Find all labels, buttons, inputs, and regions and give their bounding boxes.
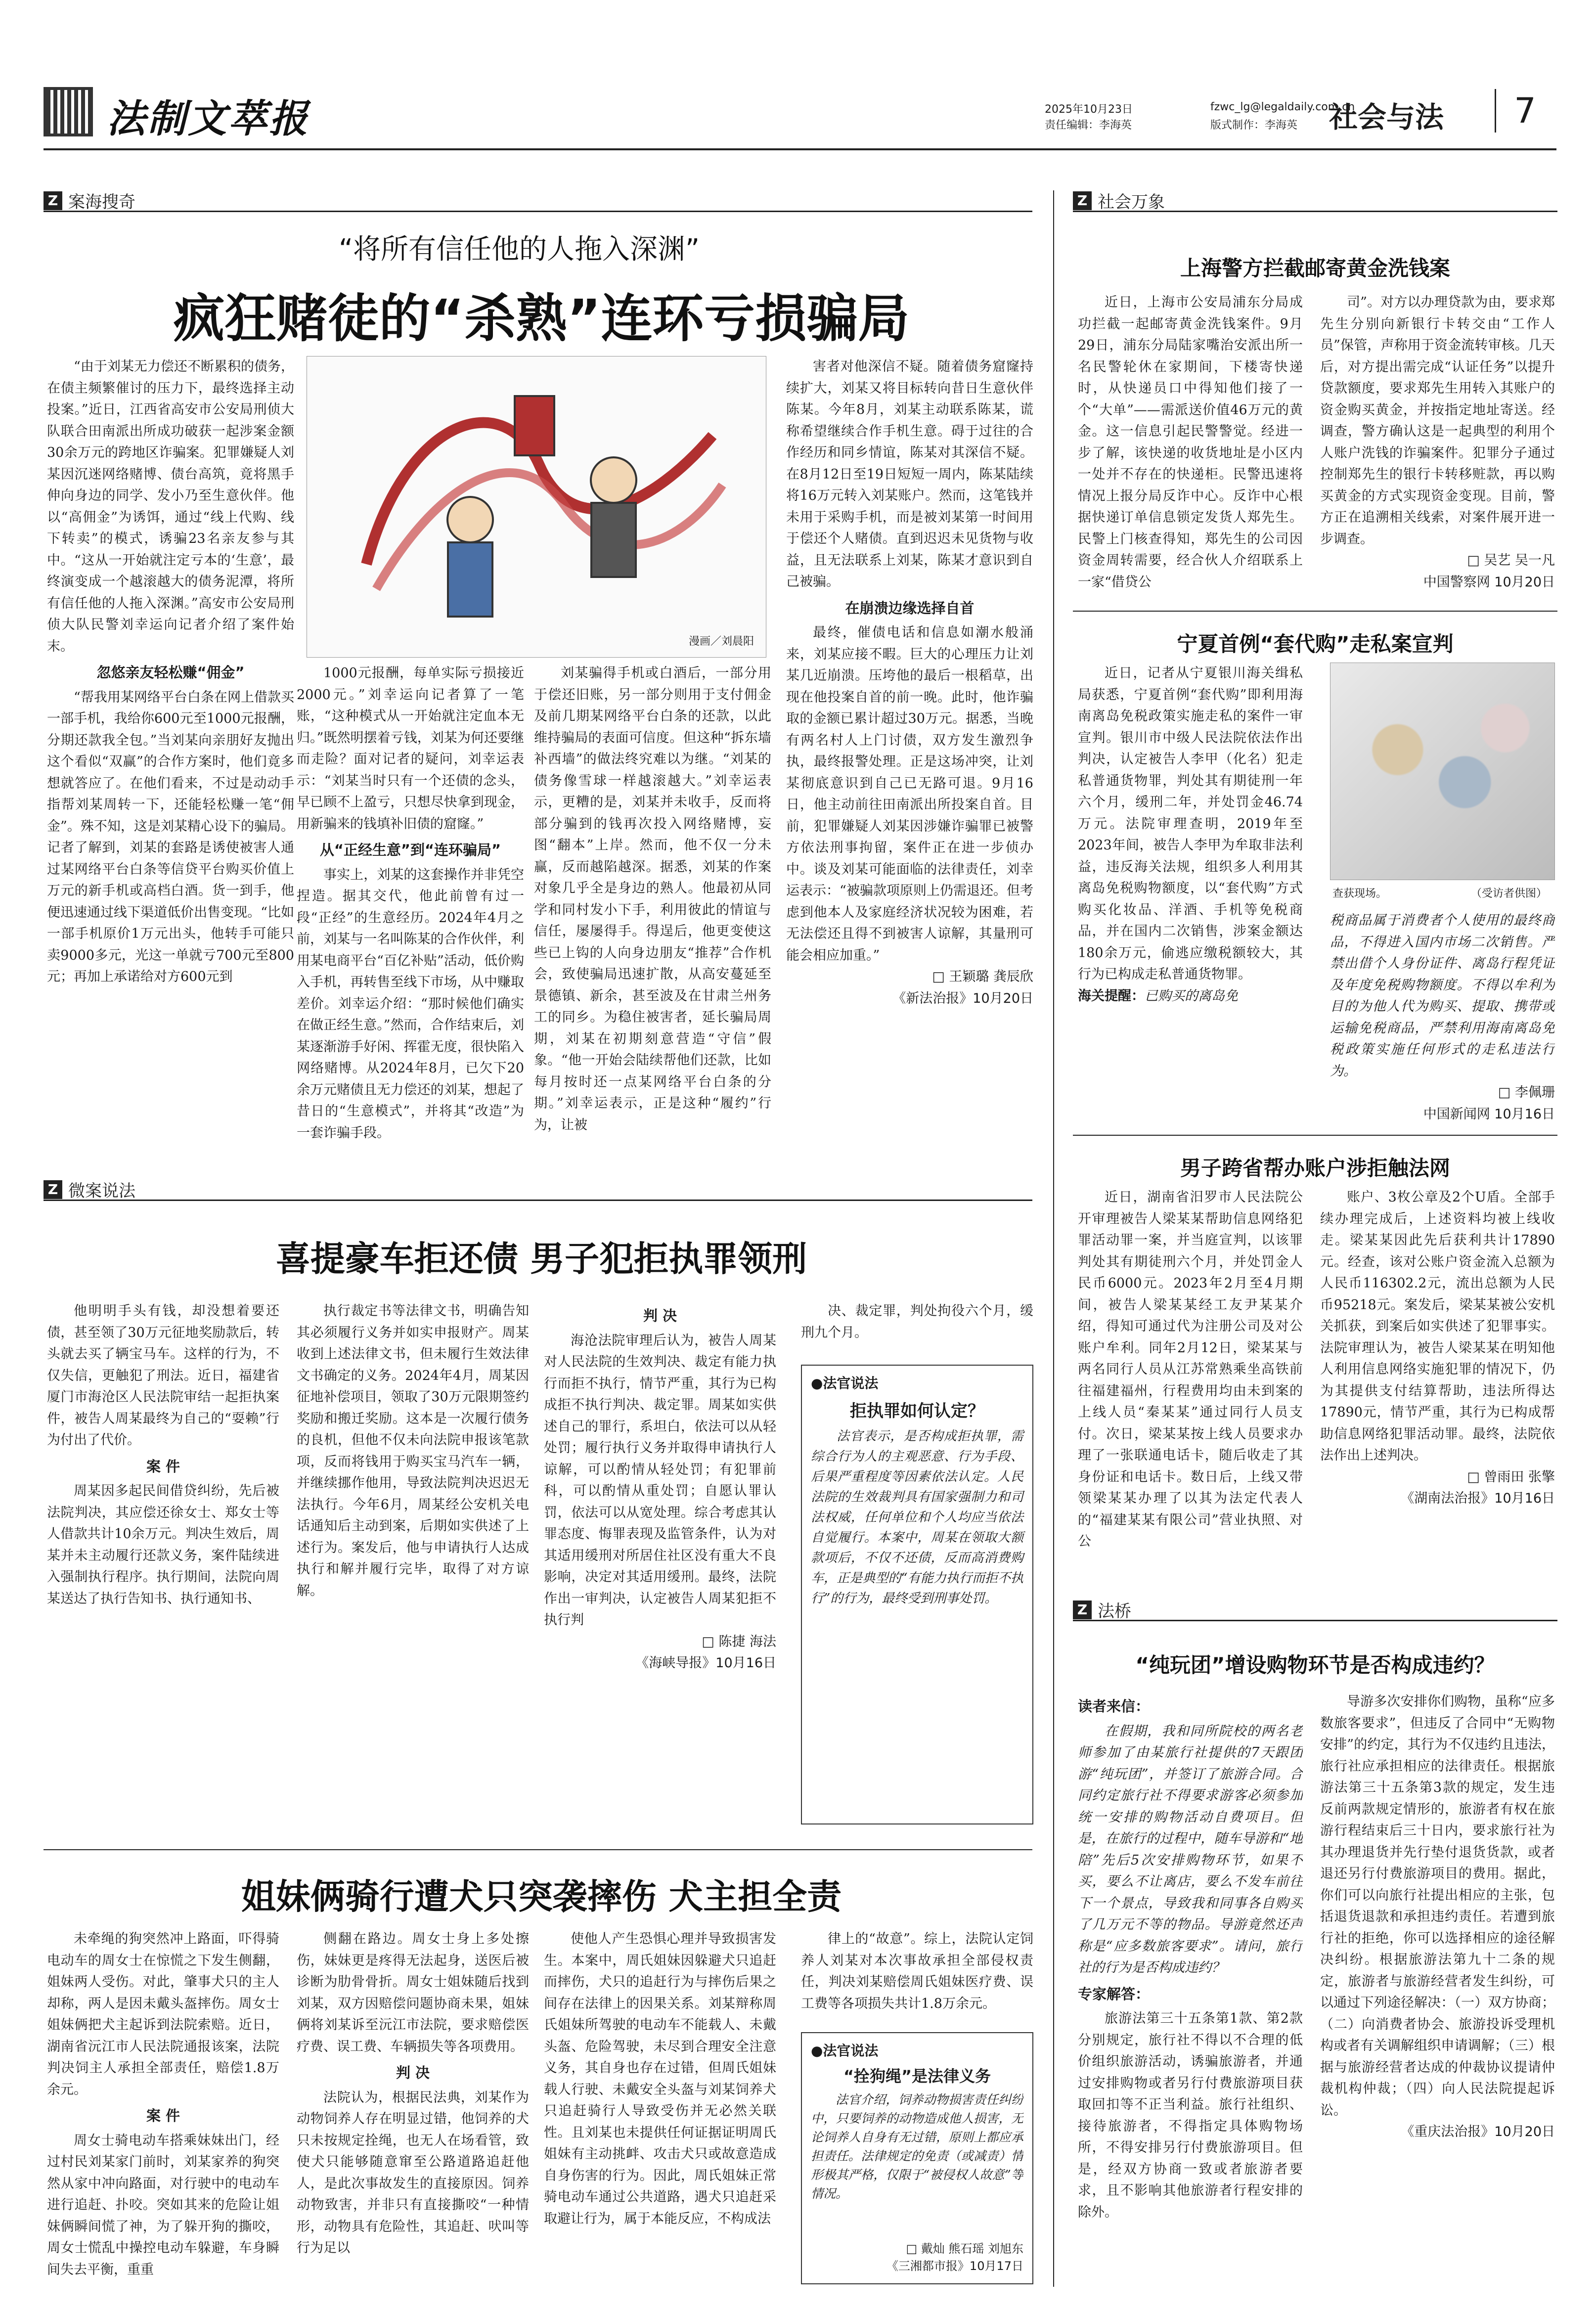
notice-text: 已购买的离岛免 bbox=[1145, 988, 1238, 1004]
article-column-1 bbox=[1078, 1691, 1303, 2289]
paragraph: 1000元报酬，每单实际亏损接近2000元。”刘幸运向记者算了一笔账，“这种模式从一开始就注定血本无归。”既然明摆着亏钱，刘某为何还要继而走险？面对记者的疑问，刘幸运表示：“刘某当时只有一个还债的念头，早已顾不上盈亏，只想尽快拿到现金，用新骗来的钱填补旧债的窟窿。” bbox=[297, 666, 524, 832]
issue-date: 2025年10月23日 bbox=[1045, 103, 1133, 116]
paragraph: 使他人产生恐惧心理并导致损害发生。本案中，周氏姐妹因躲避犬只追赶而摔伤，犬只的追赶行为与摔伤后果之间存在法律上的因果关系。刘某辩称周氏姐妹所驾驶的电动车不能载人、未戴头盔、危险驾驶，未尽到合理安全注意义务，其自身也存在过错，但周氏姐妹载人行驶、未戴安全头盔与刘某饲养犬只追赶骑行人导致受伤并无必然关联性。且刘某也未提供任何证据证明周氏姐妹有主动挑衅、攻击犬只或故意造成自身伤害的行为。因此，周氏姐妹正常骑电动车通过公共道路，遇犬只追赶采取避让行为，属于本能反应，不构成法 bbox=[544, 1931, 776, 2226]
seized-goods-photo bbox=[1330, 663, 1555, 880]
article-column-2 bbox=[1320, 1187, 1555, 1582]
box-body: 法官表示，是否构成拒执罪，需综合行为人的主观恶意、行为手段、后果严重程度等因素依法认定。人民法院的生效裁判具有国家强制力和司法权威，任何单位和个人均应当依法自觉履行。本案中，周某在领取大额款项后，不仅不还债，反而高消费购车，正是典型的“有能力执行而拒不执行”的行为，最终受到刑事处罚。 bbox=[811, 1429, 1023, 1606]
section-name: 社会与法 bbox=[1329, 100, 1444, 134]
paragraph: 决、裁定罪，判处拘役六个月，缓刑九个月。 bbox=[801, 1303, 1033, 1340]
paragraph: 他明明手头有钱，却没想着要还债，甚至领了30万元征地奖励款后，转头就去买了辆宝马车。这样的行为，不仅失信，更触犯了刑法。近日，福建省厦门市海沧区人民法院审结一起拒执案件，被告人周某最终为自己的“耍赖”行为付出了代价。 bbox=[47, 1303, 279, 1448]
article-column-2 bbox=[297, 663, 524, 1172]
box-title: “拴狗绳”是法律义务 bbox=[843, 2067, 991, 2086]
byline: □ 李佩珊 bbox=[1498, 1085, 1555, 1100]
photo-caption-left: 查获现场。 bbox=[1332, 888, 1387, 900]
section-logo-icon: Z bbox=[44, 1180, 62, 1199]
article-title: 宁夏首例“套代购”走私案宣判 bbox=[1177, 632, 1454, 656]
article-title: 疯狂赌徒的“杀熟”连环亏损骗局 bbox=[173, 288, 910, 349]
byline: □ 王颖璐 龚辰欣 bbox=[932, 969, 1033, 984]
article-column-1 bbox=[47, 1928, 279, 2284]
illustration-cartoon bbox=[307, 356, 766, 658]
byline: □ 曾雨田 张擎 bbox=[1467, 1469, 1555, 1485]
divider bbox=[1073, 611, 1557, 612]
article-column-1 bbox=[47, 356, 294, 1177]
reader-letter: 在假期，我和同所院校的两名老师参加了由某旅行社提供的7天跟团游“纯玩团”，并签订了旅游合同。合同约定旅行社不得要求游客必须参加统一安排的购物活动自费项目。但是，在旅行的过程中，随车导游和“地陪”先后5次安排购物环节，如果不买，要么不让离店，要么不发车前往下一个景点，导致我和同事各自购买了几万元不等的物品。导游竟然还声称是“应多数旅客要求”。请问，旅行社的行为是否构成违约？ bbox=[1078, 1723, 1303, 1975]
article-column-1 bbox=[1078, 292, 1303, 598]
divider bbox=[44, 1849, 1032, 1850]
article-column-3 bbox=[534, 663, 771, 1172]
source-line: 中国新闻网 10月16日 bbox=[1423, 1106, 1555, 1122]
subheading: 从“正经生意”到“连环骗局” bbox=[319, 842, 501, 858]
responsible-editor: 责任编辑：李海英 bbox=[1045, 119, 1132, 132]
article-column-2 bbox=[1320, 292, 1555, 598]
section-title: 法桥 bbox=[1098, 1601, 1131, 1621]
paragraph: 导游多次安排你们购物，虽称“应多数旅客要求”，但违反了合同中“无购物安排”的约定，其行为不仅违约且违法，旅行社应承担相应的法律责任。根据旅游法第三十五条第3款的规定，发生违反前两款规定情形的，旅游者有权在旅游行程结束后三十日内，要求旅行社为其办理退货并先行垫付退货货款，或者退还另行付费旅游项目的费用。据此，你们可以向旅行社提出相应的主张，包括退货退款和承担违约责任。若遭到旅行社的拒绝，你可以选择相应的途径解决纠纷。根据旅游法第九十二条的规定，旅游者与旅游经营者发生纠纷，可以通过下列途径解决：（一）双方协商；（二）向消费者协会、旅游投诉受理机构或者有关调解组织申请调解；（三）根据与旅游经营者达成的仲裁协议提请仲裁机构仲裁；（四）向人民法院提起诉讼。 bbox=[1320, 1694, 1555, 2118]
article-column-2 bbox=[297, 1928, 529, 2284]
paragraph: 司”。对方以办理贷款为由，要求郑先生分别向新银行卡转交由“工作人员”保管，声称用于资金流转审核。几天后，对方提出需完成“认证任务”以提升贷款额度，要求郑先生用转入其账户的资金购买黄金，并按指定地址寄送。经调查，警方确认这是一起典型的利用个人账户洗钱的诈骗案件。犯罪分子通过控制郑先生的银行卡转移赃款，再以购买黄金的方式实现资金变现。目前，警方正在追溯相关线索，对案件展开进一步调查。 bbox=[1320, 295, 1555, 547]
box-title: 拒执罪如何认定？ bbox=[850, 1401, 984, 1421]
article-kicker: “将所有信任他的人拖入深渊” bbox=[338, 233, 700, 266]
article-column-2 bbox=[1320, 1691, 1555, 2289]
article-column-2 bbox=[297, 1300, 529, 1824]
newspaper-logo: 法制文萃报 bbox=[107, 96, 310, 141]
paragraph: 最终，催债电话和信息如潮水般涌来，刘某应接不暇。巨大的心理压力让刘某几近崩溃。压垮他的最后一根稻草，出现在他投案自首的前一晚。此时，他诈骗取的金额已累计超过30万元。据悉，当晚有两名村人上门讨债，双方发生激烈争执，最终报警处理。正是这场冲突，让刘某彻底意识到自己已无路可退。9月16日，他主动前往田南派出所投案自首。目前，犯罪嫌疑人刘某因涉嫌诈骗罪已被警方依法刑事拘留，案件正在进一步侦办中。谈及刘某可能面临的法律责任，刘幸运表示：“被骗款项原则上仍需退还。但考虑到他本人及家庭经济状况较为困难，若无法偿还且得不到被害人谅解，其量刑可能会相应加重。” bbox=[786, 625, 1033, 963]
masthead-rule bbox=[44, 148, 1556, 150]
editor-email: fzwc_lg@legaldaily.com.cn bbox=[1210, 101, 1355, 113]
source-line: 《重庆法治报》10月20日 bbox=[1401, 2124, 1555, 2139]
source-line: 《三湘都市报》10月17日 bbox=[886, 2259, 1023, 2273]
paragraph: “由于刘某无力偿还不断累积的债务，在债主频繁催讨的压力下，最终选择主动投案。”近日，江西省高安市公安局刑侦大队联合田南派出所成功破获一起涉案金额30余万元的跨地区诈骗案。犯罪嫌疑人刘某因沉迷网络赌博、债台高筑，竟将黑手伸向身边的同学、发小乃至生意伙伴。他以“高佣金”为诱饵，通过“线上代购、线下转卖”的模式，诱骗23名亲友参与其中。“这从一开始就注定亏本的‘生意’，最终演变成一个越滚越大的债务泥潭，将所有信任他的人拖入深渊。”高安市公安局刑侦大队民警刘幸运向记者介绍了案件始末。 bbox=[47, 359, 294, 654]
notice-label: 海关提醒： bbox=[1078, 988, 1145, 1004]
judge-comment-box bbox=[801, 2032, 1033, 2284]
byline: □ 戴灿 熊石瑶 刘旭东 bbox=[906, 2242, 1023, 2256]
subheading: 判 决 bbox=[396, 2064, 430, 2081]
article-column-4 bbox=[786, 356, 1033, 1177]
photo-caption-right: （受访者供图） bbox=[1471, 888, 1548, 900]
paragraph: “帮我用某网络平台白条在网上借款买一部手机，我给你600元至1000元报酬，分期还款我全包。”当刘某向亲朋好友抛出这个看似“双赢”的合作方案时，他们竟多想就答应了。在他们看来，不过是动动手指帮刘某周转一下，还能轻松赚一笔“佣金”。殊不知，这是刘某精心设下的骗局。记者了解到，刘某的套路是诱使被害人通过某网络平台白条等信贷平台购买价值上万元的新手机或高档白酒。货一到手，他便迅速通过线下渠道低价出售变现。“比如一部手机原价1万元出头，他转手可能只卖9000多元，光这一单就亏700元至800元；再加上承诺给对方600元到 bbox=[47, 689, 294, 984]
article-title: 男子跨省帮办账户涉拒触法网 bbox=[1180, 1156, 1450, 1180]
subheading: 案 件 bbox=[146, 2107, 180, 2124]
paragraph: 侧翻在路边。周女士身上多处擦伤，妹妹更是疼得无法起身，送医后被诊断为肋骨骨折。周女士姐妹随后找到刘某，双方因赔偿问题协商未果，姐妹俩将刘某诉至沅江市法院，要求赔偿医疗费、误工费、车辆损失等各项费用。 bbox=[297, 1931, 529, 2054]
section-header-anhai bbox=[44, 190, 1032, 212]
section-header-shehui bbox=[1073, 190, 1557, 212]
box-tag: ●法官说法 bbox=[811, 2043, 879, 2059]
byline: □ 陈捷 海法 bbox=[702, 1634, 776, 1649]
subheading: 忽悠亲友轻松赚“佣金” bbox=[96, 664, 245, 681]
source-line: 中国警察网 10月20日 bbox=[1423, 574, 1555, 590]
paragraph: 刘某骗得手机或白酒后，一部分用于偿还旧账，另一部分则用于支付佣金及前几期某网络平台白条的还款，以此维持骗局的表面可信度。但这种“拆东墙补西墙”的做法终究难以为继。“刘某的债务像雪球一样越滚越大。”刘幸运表示，更糟的是，刘某并未收手，反而将部分骗到的钱再次投入网络赌博，妄图“翻本”上岸。然而，他不仅一分未赢，反而越陷越深。据悉，刘某的作案对象几乎全是身边的熟人。他最初从同学和同村发小下手，利用彼此的情谊与信任，屡屡得手。得逞后，他更变使这些已上钩的人向身边朋友“推荐”合作机会，致使骗局迅速扩散，从高安蔓延至景德镇、新余，甚至波及在甘肃兰州务工的同乡。为稳住被害者，延长骗局周期，刘某在初期刻意营造“守信”假象。“他一开始会陆续帮他们还款，比如每月按时还一点某网络平台白条的分期。”刘幸运表示，正是这种“履约”行为，让被 bbox=[534, 666, 771, 1133]
masthead bbox=[44, 83, 1556, 142]
paragraph: 执行裁定书等法律文书，明确告知其必须履行义务并如实申报财产。周某收到上述法律文书，但未履行生效法律文书确定的义务。2024年4月，周某因征地补偿项目，领取了30万元限期签约奖励和搬迁奖励。这本是一次履行债务的良机，但他不仅未向法院申报该笔款项，反而将钱用于购买宝马汽车一辆，并继续挪作他用，导致法院判决迟迟无法执行。今年6月，周某经公安机关电话通知后主动到案，后期如实供述了上述行为。案发后，他与申请执行人达成执行和解并履行完毕，取得了对方谅解。 bbox=[297, 1303, 529, 1599]
article-column-3 bbox=[544, 1300, 776, 1824]
section-title: 案海搜奇 bbox=[68, 192, 135, 212]
section-header-weian bbox=[44, 1179, 1032, 1201]
box-body: 法官介绍，饲养动物损害责任纠纷中，只要饲养的动物造成他人损害，无论饲养人自身有无过错，原则上都应承担责任。法律规定的免责（或减责）情形极其严格，仅限于“被侵权人故意”等情况。 bbox=[811, 2092, 1023, 2201]
byline: □ 吴艺 吴一凡 bbox=[1467, 553, 1555, 568]
article-column-3 bbox=[544, 1928, 776, 2284]
source-line: 《新法治报》10月20日 bbox=[892, 990, 1033, 1006]
paragraph: 账户、3枚公章及2个U盾。全部手续办理完成后，上述资料均被上线收走。梁某某因此先后获利共计17890元。经查，该对公账户资金流入总额为人民币116302.2元，流出总额为人民币95218元。案发后，梁某某被公安机关抓获，到案后如实供述了犯罪事实。法院审理认为，被告人梁某某在明知他人利用信息网络实施犯罪的情况下，仍为其提供支付结算帮助，违法所得达17890元，情节严重，其行为已构成帮助信息网络犯罪活动罪。最终，法院依法作出上述判决。 bbox=[1320, 1190, 1555, 1463]
layout-credit: 版式制作：李海英 bbox=[1210, 119, 1298, 132]
paragraph: 周女士骑电动车搭乘妹妹出门，经过村民刘某家门前时，刘某家养的狗突然从家中冲向路面，对行驶中的电动车进行追赶、扑咬。突如其来的危险让姐妹俩瞬间慌了神，为了躲开狗的撕咬，周女士慌乱中操控电动车躲避，车身瞬间失去平衡，重重 bbox=[47, 2133, 279, 2277]
article-column-4 bbox=[801, 1300, 1033, 1360]
paragraph: 近日，湖南省汨罗市人民法院公开审理被告人梁某某帮助信息网络犯罪活动罪一案，并当庭宣判，以该罪判处其有期徒刑六个月，并处罚金人民币6000元。2023年2月至4月期间，被告人梁某某经工友尹某某介绍，得知可通过代为注册公司及对公账户牟利。同年2月12日，梁某某与两名同行人员从江苏常熟乘坐高铁前往福建福州，行程费用均由未到案的上线人员“秦某某”通过同行人员支付。次日，梁某某按上线人员要求办理了一张联通电话卡，随后收走了其身份证和电话卡。数日后，上线又带领梁某某办理了以其为法定代表人的“福建某某有限公司”营业执照、对公 bbox=[1078, 1190, 1303, 1549]
subheading: 在崩溃边缘选择自首 bbox=[845, 599, 975, 617]
article-title: 上海警方拦截邮寄黄金洗钱案 bbox=[1180, 256, 1450, 280]
section-logo-icon: Z bbox=[1073, 1601, 1092, 1619]
paragraph: 未牵绳的狗突然冲上路面，吓得骑电动车的周女士在惊慌之下发生侧翻，姐妹两人受伤。对此，肇事犬只的主人却称，两人是因未戴头盔摔伤。周女士姐妹俩把犬主起诉到法院索赔。近日，湖南省沅江市人民法院通报该案，法院判决饲主人承担全部责任，赔偿1.8万余元。 bbox=[47, 1931, 279, 2097]
subheading: 判 决 bbox=[643, 1307, 677, 1324]
article-column-4 bbox=[801, 1928, 1033, 2022]
article-title: 喜提豪车拒还债 男子犯拒执罪领刑 bbox=[275, 1239, 807, 1279]
section-logo-icon: Z bbox=[44, 191, 62, 210]
article-column-1 bbox=[1078, 663, 1303, 1127]
illustration-caption: 漫画／刘晨阳 bbox=[688, 635, 754, 648]
source-line: 《湖南法治报》10月16日 bbox=[1401, 1491, 1555, 1506]
article-column-1 bbox=[47, 1300, 279, 1824]
paragraph: 法院认为，根据民法典，刘某作为动物饲养人存在明显过错，他饲养的犬只未按规定拴绳，也无人在场看管，致使犬只能够随意窜至公路道路追赶他人，是此次事故发生的直接原因。饲养动物致害，并非只有直接撕咬“一种情形，动物具有危险性，其追赶、吠叫等行为足以 bbox=[297, 2090, 529, 2256]
paragraph: 事实上，刘某的这套操作并非凭空捏造。据其交代，他此前曾有过一段“正经”的生意经历。2024年4月之前，刘某与一名叫陈某的合作伙伴，利用某电商平台“百亿补贴”活动，低价购入手机，再转售至线下市场，从中赚取差价。刘幸运介绍：“那时候他们确实在做正经生意。”然而，合作结束后，刘某逐渐游手好闲、挥霍无度，很快陷入网络赌博。从2024年8月，已欠下20余万元赌债且无力偿还的刘某，想起了昔日的“生意模式”，并将其“改造”为一套诈骗手段。 bbox=[297, 867, 524, 1141]
expert-answer: 旅游法第三十五条第1款、第2款分别规定，旅行社不得以不合理的低价组织旅游活动，诱骗旅游者，并通过安排购物或者另行付费旅游项目获取回扣等不正当利益。旅行社组织、接待旅游者，不得指定具体购物场所，不得安排另行付费旅游项目。但是，经双方协商一致或者旅游者要求，且不影响其他旅游者行程安排的除外。 bbox=[1078, 2011, 1303, 2220]
paragraph: 税商品属于消费者个人使用的最终商品，不得进入国内市场二次销售。严禁出借个人身份证件、离岛行程凭证及年度免税购物额度。不得以牟利为目的为他人代为购买、提取、携带或运输免税商品，严禁利用海南离岛免税政策实施任何形式的走私违法行为。 bbox=[1330, 913, 1555, 1079]
expert-answer-label: 专家解答： bbox=[1078, 1985, 1150, 2002]
section-header-faqiao bbox=[1073, 1600, 1557, 1621]
paragraph: 近日，上海市公安局浦东分局成功拦截一起邮寄黄金洗钱案件。9月29日，浦东分局陆家嘴治安派出所一名民警轮休在家期间，下楼寄快递时，从快递员口中得知他们接了一个“大单”——需派送价值46万元的黄金。这一信息引起民警警觉。经进一步了解，该快递的收货地址是小区内一处并不存在的快递柜。民警迅速将情况上报分局反诈中心。反诈中心根据快递订单信息锁定发货人郑先生。民警上门核查得知，郑先生的公司因资金周转需要，经合伙人介绍联系上一家“借贷公 bbox=[1078, 295, 1303, 590]
paragraph: 害者对他深信不疑。随着债务窟窿持续扩大，刘某又将目标转向昔日生意伙伴陈某。今年8月，刘某主动联系陈某，谎称希望继续合作手机生意。碍于过往的合作经历和同乡情谊，陈某对其深信不疑。在8月12日至19日短短一周内，陈某陆续将16万元转入刘某账户。然而，这笔钱并未用于采购手机，而是被刘某第一时间用于偿还个人赌债。直到迟迟未见货物与收益，且无法联系上刘某，陈某才意识到自己被骗。 bbox=[786, 359, 1033, 589]
article-column-1 bbox=[1078, 1187, 1303, 1582]
cartoon-drawing bbox=[307, 356, 767, 658]
section-title: 微案说法 bbox=[68, 1181, 135, 1201]
subheading: 案 件 bbox=[146, 1458, 180, 1475]
paragraph: 近日，记者从宁夏银川海关缉私局获悉，宁夏首例“套代购”即利用海南离岛免税政策实施走私的案件一审宣判。银川市中级人民法院依法作出判决，认定被告人李甲（化名）犯走私普通货物罪，判处其有期徒刑一年六个月，缓刑二年，并处罚金46.74万元。法院审理查明，2019年至2023年间，被告人李甲为牟取非法利益，违反海关法规，组织多人利用其离岛免税购物额度，以“套代购”方式购买化妆品、洋酒、手机等免税商品，并在国内二次销售，涉案金额达180余万元，偷逃应缴税额较大，其行为已构成走私普通货物罪。 bbox=[1078, 666, 1303, 982]
judge-comment-box bbox=[801, 1365, 1033, 1824]
paragraph: 海沧法院审理后认为，被告人周某对人民法院的生效判决、裁定有能力执行而拒不执行，情节严重，其行为已构成拒不执行判决、裁定罪。周某如实供述自己的罪行，系坦白，依法可以从轻处罚；履行执行义务并取得申请执行人谅解，可以酌情从轻处罚；有犯罪前科，可以酌情从重处罚；自愿认罪认罚，依法可以从宽处理。综合考虑其认罪态度、悔罪表现及监管条件，认为对其适用缓刑对所居住社区没有重大不良影响，决定对其适用缓刑。最终，法院作出一审判决，认定被告人周某犯拒不执行判 bbox=[544, 1333, 776, 1628]
article-title: 姐妹俩骑行遭犬只突袭摔伤 犬主担全责 bbox=[241, 1876, 842, 1917]
section-logo-icon: Z bbox=[1073, 191, 1092, 210]
column-divider bbox=[1053, 190, 1054, 2287]
paragraph: 律上的“故意”。综上，法院认定饲养人刘某对本次事故承担全部侵权责任，判决刘某赔偿周氏姐妹医疗费、误工费等各项损失共计1.8万余元。 bbox=[801, 1931, 1033, 2011]
page-number: 7 bbox=[1495, 89, 1554, 133]
divider bbox=[1073, 1135, 1557, 1136]
reader-letter-label: 读者来信： bbox=[1078, 1698, 1150, 1715]
source-line: 《海峡导报》10月16日 bbox=[635, 1655, 776, 1671]
article-title: “纯玩团”增设购物环节是否构成违约？ bbox=[1135, 1653, 1495, 1677]
paragraph: 周某因多起民间借贷纠纷，先后被法院判决，其应偿还徐女士、郑女士等人借款共计10余万元。判决生效后，周某并未主动履行还款义务，案件陆续进入强制执行程序。执行期间，法院向周某送达了执行告知书、执行通知书、 bbox=[47, 1483, 279, 1606]
box-tag: ●法官说法 bbox=[811, 1375, 879, 1391]
qr-code-icon bbox=[44, 87, 93, 136]
article-column-2 bbox=[1330, 910, 1555, 1127]
section-title: 社会万象 bbox=[1098, 192, 1165, 212]
